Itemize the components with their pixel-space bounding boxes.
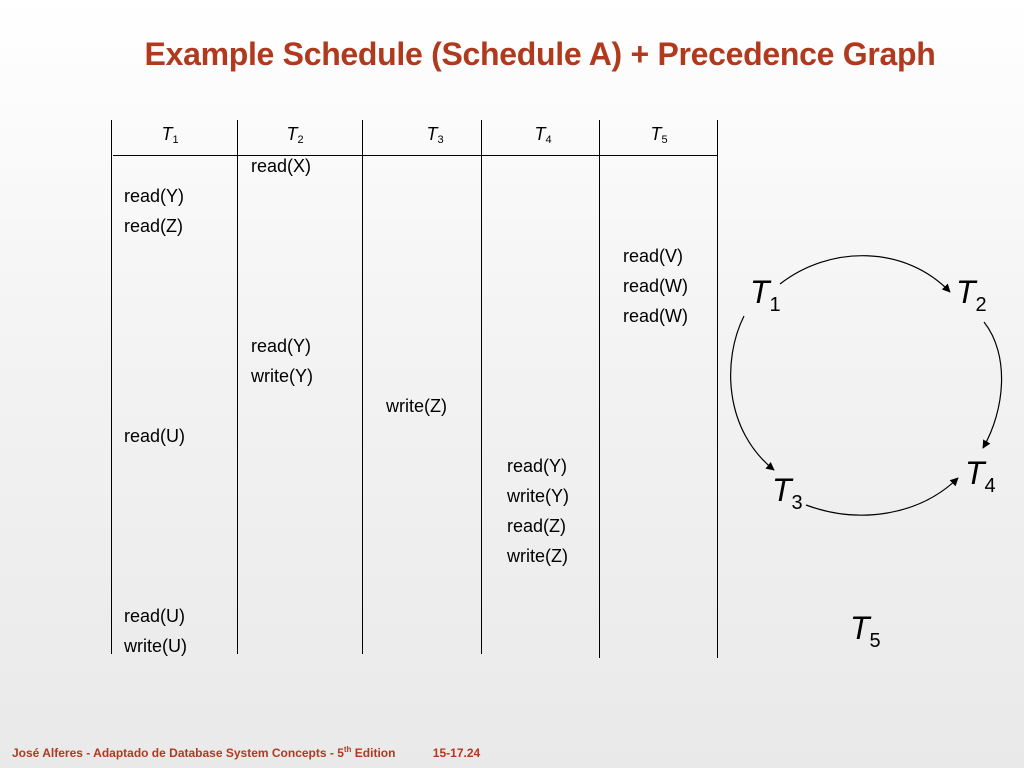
edge-t3-t4 xyxy=(806,478,958,515)
graph-node-t2: $T_2$ xyxy=(956,274,987,316)
schedule-operation: read(W) xyxy=(623,306,689,326)
graph-node-t4: $T_4$ xyxy=(965,455,996,497)
column-header-t3: $T_3$ xyxy=(426,124,444,146)
schedule-operation: read(Z) xyxy=(124,216,184,236)
schedule-operation: read(Y) xyxy=(124,186,185,206)
schedule-operation: write(Y) xyxy=(251,366,313,386)
column-header-t2: $T_2$ xyxy=(286,124,304,146)
graph-node-t1: $T_1$ xyxy=(750,274,781,316)
schedule-operation: write(Y) xyxy=(507,486,569,506)
precedence-graph-edges xyxy=(720,240,1020,540)
schedule-operation: read(W) xyxy=(623,276,689,296)
schedule-operation: read(V) xyxy=(623,246,684,266)
schedule-operation: read(X) xyxy=(251,156,312,176)
schedule-operation: write(Z) xyxy=(507,546,568,566)
table-border-left xyxy=(111,120,112,654)
column-divider xyxy=(237,120,238,654)
edge-t1-t3 xyxy=(731,316,774,470)
schedule-operation: read(U) xyxy=(124,606,186,626)
schedule-operation: read(U) xyxy=(124,426,186,446)
header-underline xyxy=(113,155,718,156)
slide-footer xyxy=(12,745,480,760)
schedule-operation: read(Y) xyxy=(251,336,312,356)
slide-title: Example Schedule (Schedule A) + Precedence Graph xyxy=(144,36,936,72)
schedule-operation: read(Z) xyxy=(507,516,567,536)
graph-node-t5: $T_5$ xyxy=(850,610,881,652)
edge-t1-t2 xyxy=(780,256,950,292)
column-divider xyxy=(362,120,363,654)
table-border-right xyxy=(717,120,718,658)
edge-t2-t4 xyxy=(983,322,1002,448)
column-divider xyxy=(481,120,482,654)
schedule-operation: write(Z) xyxy=(386,396,447,416)
page-number: 15-17.24 xyxy=(432,746,481,760)
schedule-operation: write(U) xyxy=(124,636,187,656)
schedule-operation: read(Y) xyxy=(507,456,568,476)
column-header-t5: $T_5$ xyxy=(650,124,668,146)
graph-node-t3: $T_3$ xyxy=(772,472,803,514)
footer-credit: José Alferes - Adaptado de Database System Concepts - 5th Edition xyxy=(12,745,396,760)
column-header-t4: $T_4$ xyxy=(534,124,552,146)
column-header-t1: $T_1$ xyxy=(161,124,179,146)
column-divider xyxy=(599,120,600,658)
